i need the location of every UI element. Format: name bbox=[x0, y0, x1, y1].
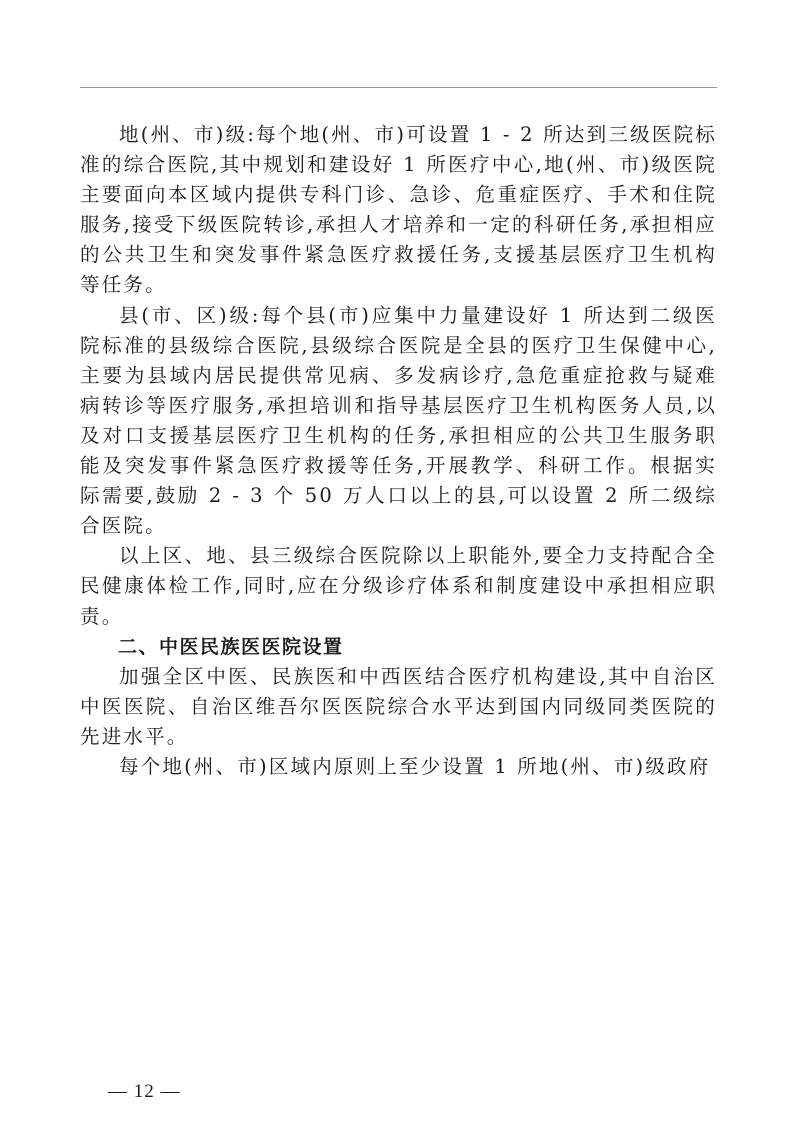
paragraph-general-duties: 以上区、地、县三级综合医院除以上职能外,要全力支持配合全民健康体检工作,同时,应在分级诊疗体系和制度建设中承担相应职责。 bbox=[80, 544, 717, 628]
header-rule bbox=[80, 87, 717, 88]
paragraph-prefecture-level: 地(州、市)级:每个地(州、市)可设置 1 - 2 所达到三级医院标准的综合医院,其中规划和建设好 1 所医疗中心,地(州、市)级医院主要面向本区域内提供专科门诊、急诊、危重症医疗、手术和住院服务,接受下级医院转诊,承担人才培养和一定的科研任务,承担相应的公共卫生和突发事件紧急医疗救援任务,支援基层医疗卫生机构等任务。 bbox=[80, 123, 717, 297]
paragraph-prefecture-tcm: 每个地(州、市)区域内原则上至少设置 1 所地(州、市)级政府 bbox=[119, 754, 711, 778]
paragraph-county-level: 县(市、区)级:每个县(市)应集中力量建设好 1 所达到二级医院标准的县级综合医院,县级综合医院是全县的医疗卫生保健中心,主要为县域内居民提供常见病、多发病诊疗,急危重症抢救与疑难病转诊等医疗服务,承担培训和指导基层医疗卫生机构医务人员,以及对口支援基层医疗卫生机构的任务,承担相应的公共卫生服务职能及突发事件紧急医疗救援等任务,开展教学、科研工作。根据实际需要,鼓励 2 - 3 个 50 万人口以上的县,可以设置 2 所二级综合医院。 bbox=[80, 303, 717, 538]
paragraph-tcm-construction: 加强全区中医、民族医和中西医结合医疗机构建设,其中自治区中医医院、自治区维吾尔医医院综合水平达到国内同级同类医院的先进水平。 bbox=[80, 664, 717, 748]
document-body bbox=[80, 120, 717, 782]
section-heading: 二、中医民族医医院设置 bbox=[118, 635, 344, 658]
page-number: — 12 — bbox=[108, 1081, 181, 1102]
